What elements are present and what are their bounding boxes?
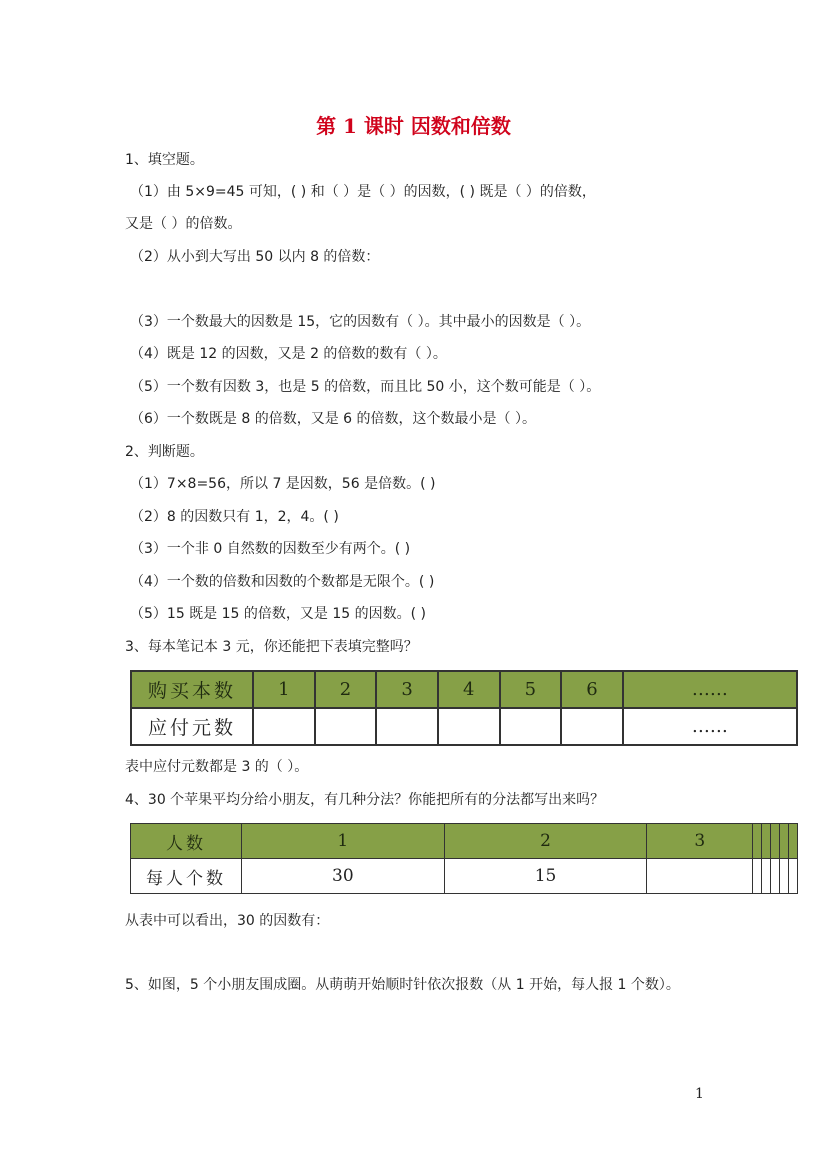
table-cell: [647, 859, 753, 894]
table-cell: [771, 859, 780, 894]
question-1-3: （3）一个数最大的因数是 15，它的因数有（ ）。其中最小的因数是（ ）。: [130, 314, 591, 330]
table-row: [131, 671, 797, 708]
section-3-followup: 表中应付元数都是 3 的（ ）。: [125, 759, 309, 775]
section-5-heading: 5、如图，5 个小朋友围成圈。从萌萌开始顺时针依次报数（从 1 开始，每人报 1 个数）。: [125, 977, 680, 993]
page-number: 1: [695, 1086, 704, 1102]
table-row-label: 应付元数: [131, 708, 253, 745]
table-cell: [753, 824, 762, 859]
table-cell: [561, 708, 623, 745]
table-cell: [762, 859, 771, 894]
table-cell: [315, 708, 377, 745]
judge-2-4: （4）一个数的倍数和因数的个数都是无限个。( ): [130, 574, 435, 590]
table-cell: [762, 824, 771, 859]
table-cell: [253, 708, 315, 745]
question-1-6: （6）一个数既是 8 的倍数，又是 6 的倍数，这个数最小是（ ）。: [130, 411, 536, 427]
apple-sharing-table: [130, 823, 798, 894]
table-cell: [438, 708, 500, 745]
table-row-label: 每人个数: [131, 859, 242, 894]
table-cell: [788, 824, 797, 859]
judge-2-2: （2）8 的因数只有 1，2，4。( ): [130, 509, 339, 525]
table-cell: 15: [444, 859, 647, 894]
question-1-4: （4）既是 12 的因数，又是 2 的倍数的数有（ ）。: [130, 346, 447, 362]
judge-2-3: （3）一个非 0 自然数的因数至少有两个。( ): [130, 541, 411, 557]
section-2-heading: 2、判断题。: [125, 444, 204, 460]
table-cell: 1: [242, 824, 445, 859]
judge-2-1: （1）7×8=56，所以 7 是因数，56 是倍数。( ): [130, 476, 436, 492]
table-cell: [780, 824, 789, 859]
table-row: [131, 859, 798, 894]
table-cell: ……: [623, 671, 797, 708]
table-cell: 4: [438, 671, 500, 708]
table-row-label: 购买本数: [131, 671, 253, 708]
table-row: [131, 824, 798, 859]
table-cell: ……: [623, 708, 797, 745]
table-cell: 1: [253, 671, 315, 708]
table-cell: 2: [315, 671, 377, 708]
section-3-heading: 3、每本笔记本 3 元，你还能把下表填完整吗？: [125, 639, 418, 655]
question-1-2: （2）从小到大写出 50 以内 8 的倍数：: [130, 249, 380, 265]
table-cell: 3: [376, 671, 438, 708]
section-1-heading: 1、填空题。: [125, 152, 204, 168]
question-1-1a: （1）由 5×9=45 可知，( ) 和（ ）是（ ）的因数，( ) 既是（ ）的倍数，: [130, 184, 596, 200]
section-4-followup: 从表中可以看出，30 的因数有：: [125, 913, 330, 929]
section-4-heading: 4、30 个苹果平均分给小朋友，有几种分法？你能把所有的分法都写出来吗？: [125, 792, 605, 808]
page-title: 第 1 课时 因数和倍数: [316, 114, 511, 138]
question-1-5: （5）一个数有因数 3，也是 5 的倍数，而且比 50 小，这个数可能是（ ）。: [130, 379, 601, 395]
question-1-1b: 又是（ ）的倍数。: [125, 216, 242, 232]
table-cell: [500, 708, 562, 745]
judge-2-5: （5）15 既是 15 的倍数，又是 15 的因数。( ): [130, 606, 426, 622]
table-row-label: 人数: [131, 824, 242, 859]
table-cell: [780, 859, 789, 894]
table-cell: 30: [242, 859, 445, 894]
table-cell: [753, 859, 762, 894]
table-cell: 6: [561, 671, 623, 708]
table-cell: [788, 859, 797, 894]
notebook-price-table: [130, 670, 798, 746]
table-cell: 5: [500, 671, 562, 708]
table-cell: [376, 708, 438, 745]
table-cell: [771, 824, 780, 859]
table-row: [131, 708, 797, 745]
table-cell: 3: [647, 824, 753, 859]
table-cell: 2: [444, 824, 647, 859]
